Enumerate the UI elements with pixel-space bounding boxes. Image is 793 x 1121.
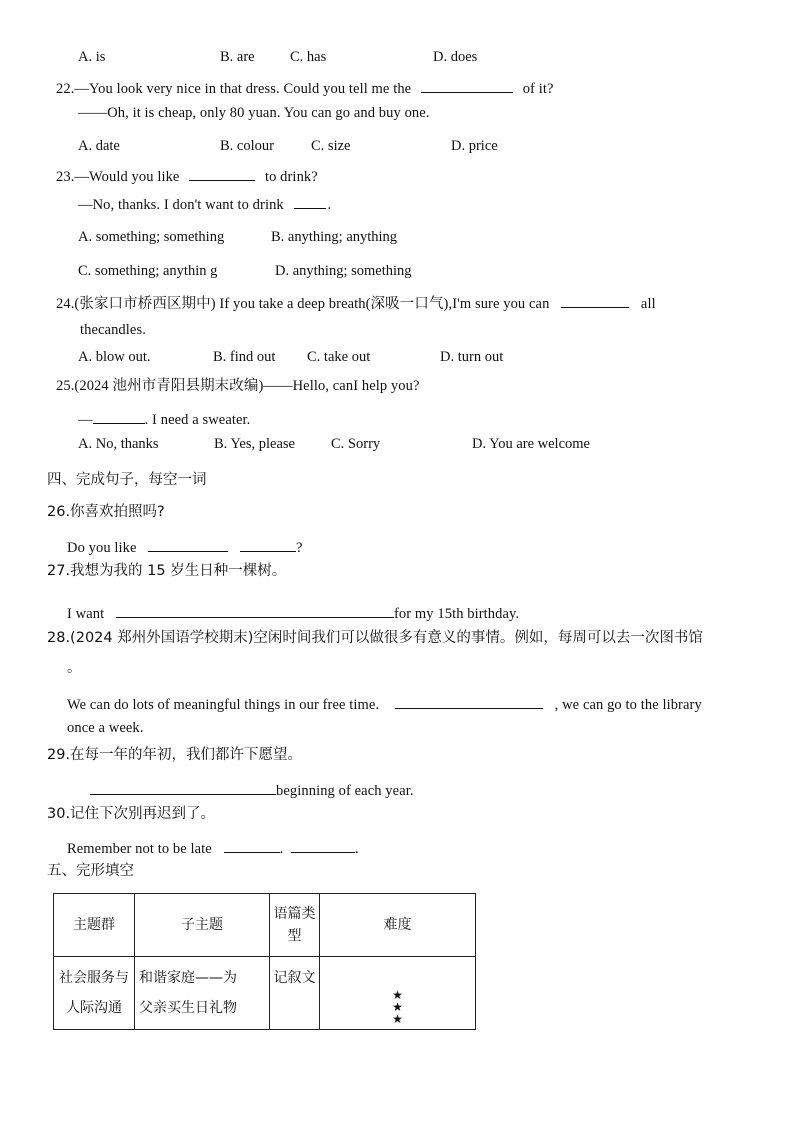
q23-line1 <box>56 166 318 185</box>
q23-reply-tail: . <box>327 197 332 213</box>
q22-option-d: D. price <box>451 138 498 154</box>
q29-blank[interactable] <box>90 780 276 795</box>
cell-theme-group <box>54 957 135 1030</box>
header-text-type <box>270 894 320 957</box>
q23-blank-2[interactable] <box>294 194 326 209</box>
q29-english <box>90 780 414 799</box>
q28-english-line2: once a week. <box>67 720 144 736</box>
q27-stem-tail: for my 15th birthday. <box>393 606 520 622</box>
q26-stem: Do you like <box>67 540 137 556</box>
table-row <box>54 957 476 1030</box>
cell-sub-line1: 和谐家庭——为 <box>139 970 237 986</box>
q27-english <box>67 603 519 622</box>
header-text-type-line2: 型 <box>287 928 302 944</box>
q22-stem: 22.—You look very nice in that dress. Could you tell me the <box>56 81 412 97</box>
cell-theme-line1: 社会服务与 <box>59 970 129 986</box>
q22-line2: ——Oh, it is cheap, only 80 yuan. You can go and buy one. <box>78 105 430 121</box>
q24-option-b: B. find out <box>213 349 276 365</box>
header-sub-theme: 子主题 <box>135 894 270 957</box>
q24-blank[interactable] <box>561 293 629 308</box>
cell-theme-line2: 人际沟通 <box>66 1000 122 1016</box>
q24-option-d: D. turn out <box>440 349 504 365</box>
q28-stem-tail: , we can go to the library <box>554 697 702 713</box>
q24-line1 <box>56 293 656 312</box>
q22-option-c: C. size <box>311 138 351 154</box>
q23-blank-1[interactable] <box>189 166 255 181</box>
q23-option-a: A. something; something <box>78 229 225 245</box>
q25-line2 <box>78 409 250 428</box>
q26-question-mark: ? <box>296 540 303 556</box>
q30-english <box>67 838 359 857</box>
difficulty-stars <box>320 989 475 1025</box>
q30-blank-2[interactable] <box>291 838 355 853</box>
q24-option-c: C. take out <box>307 349 371 365</box>
q25-option-a: A. No, thanks <box>78 436 159 452</box>
q21-option-b: B. are <box>220 49 255 65</box>
q23-option-d: D. anything; something <box>275 263 412 279</box>
header-difficulty: 难度 <box>320 894 476 957</box>
q24-option-a: A. blow out. <box>78 349 151 365</box>
q27-stem: I want <box>67 606 105 622</box>
q23-option-b: B. anything; anything <box>271 229 398 245</box>
q23-line2 <box>78 194 331 213</box>
cell-sub-line2: 父亲买生日礼物 <box>139 1000 237 1016</box>
section-5-title: 五、完形填空 <box>47 863 134 879</box>
q30-blank-1[interactable] <box>224 838 280 853</box>
q22-option-a: A. date <box>78 138 120 154</box>
q22-blank[interactable] <box>421 78 513 93</box>
q29-stem-tail: beginning of each year. <box>276 783 414 799</box>
q21-option-c: C. has <box>290 49 327 65</box>
table-header-row <box>54 894 476 957</box>
q24-line2: thecandles. <box>80 322 146 338</box>
q28-stem: We can do lots of meaningful things in our free time. <box>67 697 380 713</box>
q22-line1 <box>56 78 553 97</box>
q27-chinese: 27.我想为我的 15 岁生日种一棵树。 <box>47 563 287 579</box>
q25-option-d: D. You are welcome <box>472 436 590 452</box>
q28-english <box>67 694 702 713</box>
q30-stem: Remember not to be late <box>67 841 212 857</box>
q26-chinese: 26.你喜欢拍照吗? <box>47 504 165 520</box>
q24-stem: 24.(张家口市桥西区期中) If you take a deep breath(深吸一口气),I'm sure you can <box>56 296 550 312</box>
q25-option-c: C. Sorry <box>331 436 381 452</box>
star-icon: ★ <box>392 988 403 1002</box>
cell-sub-theme <box>135 957 270 1030</box>
q22-stem-tail: of it? <box>522 81 554 97</box>
q25-line1: 25.(2024 池州市青阳县期末改编)——Hello, canI help you? <box>56 378 420 394</box>
q26-blank-1[interactable] <box>148 537 228 552</box>
q23-stem: 23.—Would you like <box>56 169 180 185</box>
header-theme-group: 主题群 <box>54 894 135 957</box>
q21-option-d: D. does <box>433 49 478 65</box>
q29-chinese: 29.在每一年的年初，我们都许下愿望。 <box>47 747 303 763</box>
header-text-type-line1: 语篇类 <box>273 906 316 922</box>
q24-stem-tail: all <box>640 296 656 312</box>
section-4-title: 四、完成句子，每空一词 <box>47 472 207 488</box>
q28-chinese: 28.(2024 郑州外国语学校期末)空闲时间我们可以做很多有意义的事情。例如，每周可以去一次图书馆 <box>47 630 703 646</box>
q25-blank[interactable] <box>93 409 145 424</box>
cell-text-type: 记叙文 <box>270 957 320 1030</box>
q21-option-a: A. is <box>78 49 106 65</box>
star-icon: ★ <box>392 1000 403 1014</box>
q23-reply: —No, thanks. I don't want to drink <box>78 197 284 213</box>
q25-option-b: B. Yes, please <box>214 436 295 452</box>
q28-blank[interactable] <box>395 694 543 709</box>
q26-blank-2[interactable] <box>240 537 296 552</box>
q22-option-b: B. colour <box>220 138 274 154</box>
cloze-info-table <box>53 893 476 1030</box>
q23-option-c: C. something; anythin g <box>78 263 218 279</box>
star-icon: ★ <box>392 1012 403 1026</box>
q25-reply-tail: . I need a sweater. <box>144 412 251 428</box>
q27-blank[interactable] <box>116 603 394 618</box>
q30-chinese: 30.记住下次别再迟到了。 <box>47 806 216 822</box>
q28-chinese-tail: 。 <box>67 660 82 676</box>
q25-dash: — <box>78 412 93 428</box>
q23-stem-tail: to drink? <box>264 169 318 185</box>
q26-english <box>67 537 303 556</box>
cell-difficulty <box>320 957 476 1030</box>
q30-period: . <box>355 841 359 857</box>
q30-separator: . <box>279 841 284 857</box>
